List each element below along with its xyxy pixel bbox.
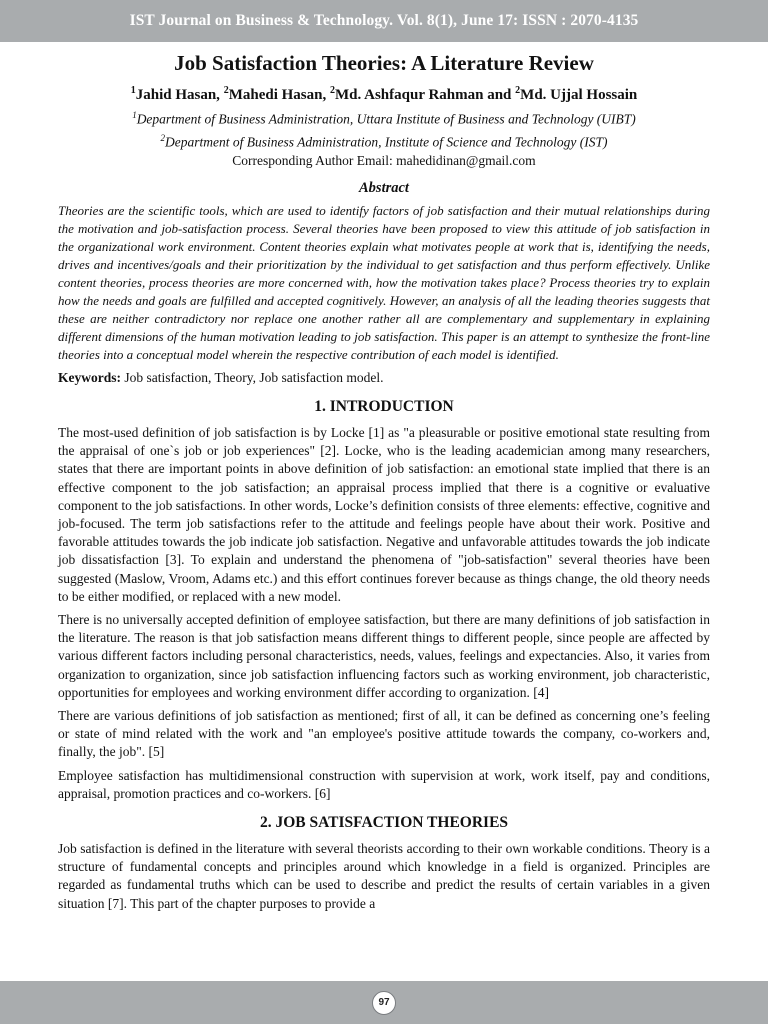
abstract-heading: Abstract [359,180,409,196]
affiliation-1-mark: 1 [132,110,137,120]
affiliation-2-text: Department of Business Administration, Institute of Science and Technology (IST) [165,134,608,149]
author-2-name: Mahedi Hasan, [228,87,330,103]
author-1-affiliation-mark: 1 [130,85,136,96]
journal-header-text: IST Journal on Business & Technology. Vol. 8(1), June 17: ISSN : 2070-4135 [129,12,639,29]
author-1 [131,87,224,103]
paper-title: Job Satisfaction Theories: A Literature Review [174,51,594,75]
affiliation-2 [58,129,710,152]
journal-header-band [0,0,768,42]
keywords-line [58,369,710,387]
author-3-affiliation-mark: 2 [329,85,335,96]
body-paragraph: There are various definitions of job satisfaction as mentioned; first of all, it can be defined as concerning one’s feeling or state of mind related with the work and "an employee's positive attitude towards the company, co-workers and, finally, the job". [5] [58,708,710,760]
keywords-label: Keywords: [58,370,121,385]
author-3-name: Md. Ashfaqur Rahman and [334,87,516,103]
body-paragraph: Job satisfaction is defined in the literature with several theorists according to their own workable conditions. Theory is a structure of fundamental concepts and principles around which knowledge in a field is organized. Principles are regarded as fundamental truths which can be used to describe and predict the results of certain variables in a given situation [7]. This part of the chapter purposes to provide a [58,841,710,911]
affiliation-2-mark: 2 [160,132,166,143]
keywords-text: Job satisfaction, Theory, Job satisfaction model. [121,370,384,385]
body-paragraph: The most-used definition of job satisfaction is by Locke [1] as "a pleasurable or positive emotional state resulting from the appraisal of one`s job or job experiences" [2]. Locke, who is the leading academician among many researchers, states that there are important points in above definition of job satisfaction: an emotional state implied that there is an effective component to the job satisfaction; an appraisal process implied that there is a cognitive or evaluative component to the job satisfactions. In other words, Locke’s definition consists of three elements: effective, cognitive and job-focused. The term job satisfactions refer to the attitude and feelings people have about their work. Positive and favorable attitudes towards the job indicate job satisfaction. Negative and unfavorable attitudes towards the job indicate job dissatisfaction [3]. To explain and understand the phenomena of "job-satisfaction" several theories have been suggested (Maslow, Vroom, Adams etc.) and this effort continues forever because as things change, the old theory needs to be either modified, or replaced with a new model. [58,425,710,604]
section-heading-job-satisfaction-theories: 2. JOB SATISFACTION THEORIES [259,814,509,832]
author-2-affiliation-mark: 2 [223,85,229,96]
author-4-affiliation-mark: 2 [515,85,521,96]
footer-band [0,981,768,1024]
author-2 [224,87,330,103]
page-number-badge: 97 [372,991,396,1015]
author-4-name: Md. Ujjal Hossain [520,87,638,103]
author-list [58,80,710,106]
body-paragraph: There is no universally accepted definition of employee satisfaction, but there are many definitions of job satisfaction in the literature. The reason is that job satisfaction means different things to different people, since people are affected by various different factors including personal characteristics, needs, values, feelings and expectancies. Also, it varies from organization to organization, since job satisfaction influencing factors such as working environment, job characteristic, opportunities for employees and working environment differ according to organization. [4] [58,612,710,700]
author-3 [330,87,515,103]
author-4 [515,87,637,103]
section-heading-introduction: 1. INTRODUCTION [314,398,454,415]
affiliation-1-text: Department of Business Administration, Uttara Institute of Business and Technology (UIBT) [136,111,636,127]
body-paragraph: Employee satisfaction has multidimensional construction with supervision at work, work itself, pay and conditions, appraisal, promotion practices and co-workers. [6] [58,767,710,801]
page-content [58,48,710,913]
affiliation-1 [58,106,710,129]
abstract-body: Theories are the scientific tools, which are used to identify factors of job satisfaction and their mutual relationships during the motivation and job-satisfaction process. Several theories have been proposed to view this attitude of job satisfaction in the organizational work environment. Content theories explain what motivates people at work that is, identifying the needs, drives and incentives/goals and their prioritization by the individual to get satisfaction and thus perform effectively. Unlike content theories, process theories are more concerned with, how the motivation takes place? Process theories try to explain how the needs and goals are fulfilled and accepted cognitively. However, an analysis of all the leading theories suggests that these are neither contradictory nor replace one another rather all are complementary and supplementary in explaining different dimensions of the human motivation leading to job satisfaction. This paper is an attempt to synthesize the front-line theories into a conceptual model wherein the respective contribution of each model is identified. [58,203,710,362]
corresponding-author-email: Corresponding Author Email: mahedidinan@gmail.com [232,153,536,168]
author-1-name: Jahid Hasan, [135,87,224,103]
